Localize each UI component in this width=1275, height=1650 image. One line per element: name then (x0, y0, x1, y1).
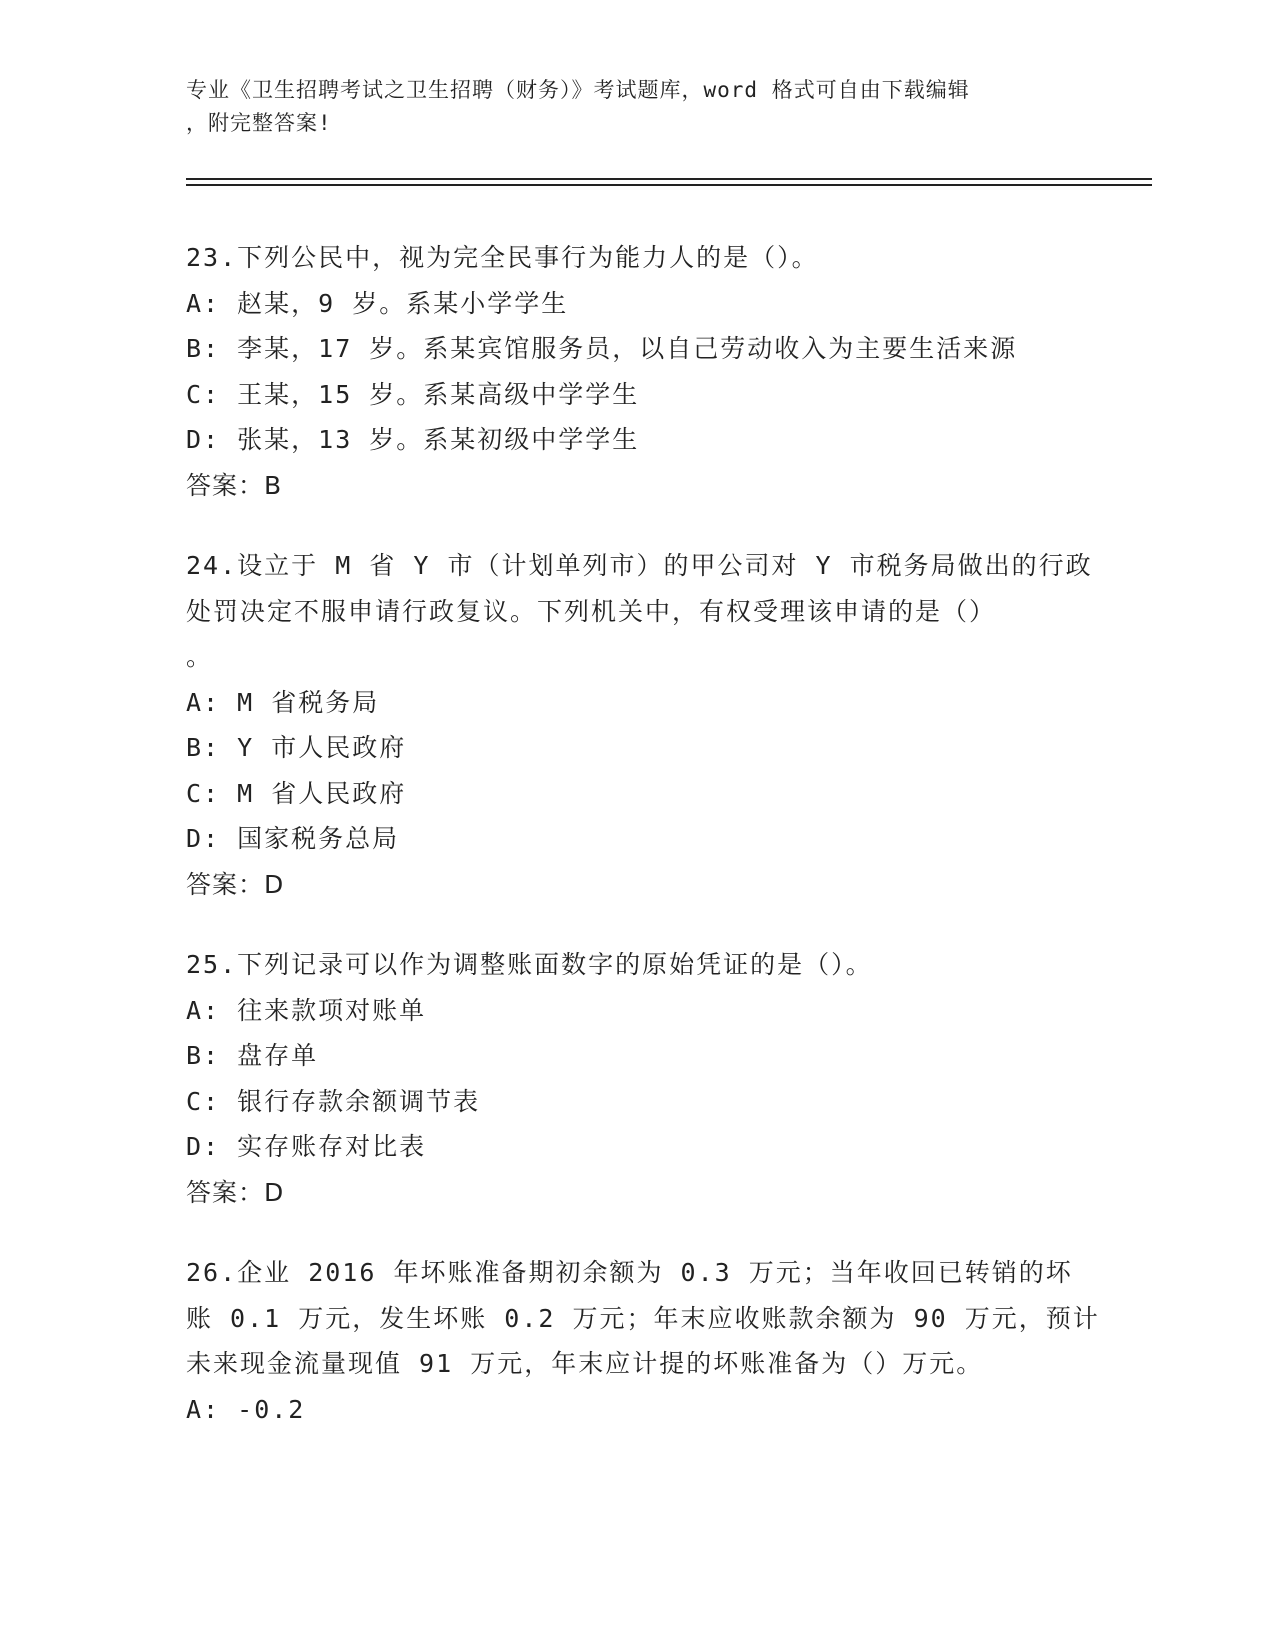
question-stem-line: 未来现金流量现值 91 万元，年末应计提的坏账准备为（）万元。 (186, 1349, 984, 1378)
question-stem-line: 23.下列公民中，视为完全民事行为能力人的是（）。 (186, 243, 819, 272)
question-stem-line: 26.企业 2016 年坏账准备期初余额为 0.3 万元；当年收回已转销的坏 (186, 1258, 1073, 1287)
question-list (186, 235, 1100, 1467)
option-c: C: M 省人民政府 (186, 778, 407, 808)
header-divider-top (186, 178, 1152, 180)
answer: 答案：D (186, 869, 285, 899)
option-b: B: 李某，17 岁。系某宾馆服务员，以自己劳动收入为主要生活来源 (186, 334, 1018, 363)
question-stem-line: 。 (186, 642, 214, 671)
header-line-1: 专业《卫生招聘考试之卫生招聘（财务）》考试题库，word 格式可自由下载编辑 (186, 78, 970, 102)
document-header (186, 74, 1066, 140)
question-26 (186, 1250, 1100, 1432)
header-divider-bottom (186, 184, 1152, 186)
option-a: A: -0.2 (186, 1394, 306, 1424)
option-b: B: Y 市人民政府 (186, 733, 407, 762)
option-b: B: 盘存单 (186, 1041, 319, 1070)
option-d: D: 张某，13 岁。系某初级中学学生 (186, 425, 640, 454)
question-24 (186, 543, 1093, 907)
header-line-2: ，附完整答案! (186, 111, 332, 135)
option-a: A: M 省税务局 (186, 687, 380, 717)
question-stem-line: 处罚决定不服申请行政复议。下列机关中，有权受理该申请的是（） (186, 596, 997, 626)
question-23 (186, 235, 1086, 508)
option-d: D: 实存账存对比表 (186, 1132, 427, 1161)
option-a: A: 赵某，9 岁。系某小学学生 (186, 288, 569, 318)
answer: 答案：B (186, 470, 283, 500)
question-stem-line: 24.设立于 M 省 Y 市（计划单列市）的甲公司对 Y 市税务局做出的行政 (186, 551, 1093, 580)
option-d: D: 国家税务总局 (186, 824, 400, 853)
question-stem-line: 25.下列记录可以作为调整账面数字的原始凭证的是（）。 (186, 950, 873, 979)
option-c: C: 王某，15 岁。系某高级中学学生 (186, 379, 640, 409)
option-a: A: 往来款项对账单 (186, 995, 427, 1025)
question-25 (186, 942, 1086, 1215)
option-c: C: 银行存款余额调节表 (186, 1086, 481, 1116)
answer: 答案：D (186, 1177, 285, 1207)
question-stem-line: 账 0.1 万元，发生坏账 0.2 万元；年末应收账款余额为 90 万元，预计 (186, 1303, 1100, 1333)
